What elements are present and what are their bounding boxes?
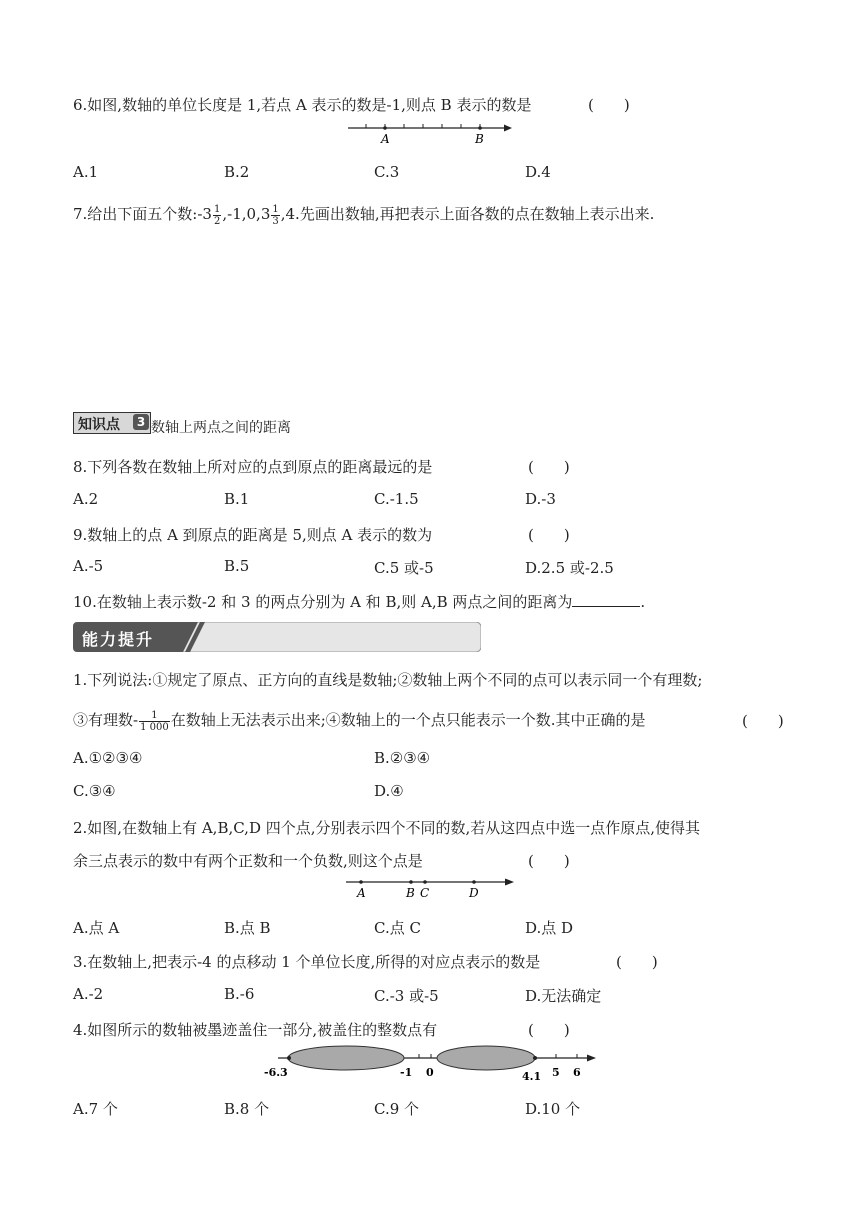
section-title: 数轴上两点之间的距离: [151, 420, 291, 436]
q9-answer-paren[interactable]: ( ): [528, 526, 570, 544]
p1-option-d[interactable]: D.④: [374, 782, 404, 800]
p2-label-c: C: [420, 886, 430, 900]
p2-label-b: B: [406, 886, 415, 900]
p4-answer-paren[interactable]: ( ): [528, 1021, 570, 1039]
q9-option-a[interactable]: A.-5: [73, 557, 104, 575]
q9-stem: 9.数轴上的点 A 到原点的距离是 5,则点 A 表示的数为: [73, 526, 433, 544]
q8-answer-paren[interactable]: ( ): [528, 458, 570, 476]
q6-label-b: B: [475, 132, 484, 146]
q6-option-d[interactable]: D.4: [525, 163, 551, 181]
q9-option-c[interactable]: C.5 或-5: [374, 559, 434, 577]
q10-answer-blank[interactable]: [572, 592, 640, 607]
banner-title: 能力提升: [82, 630, 155, 649]
p4-label-4-1: 4.1: [522, 1070, 542, 1082]
q8-stem: 8.下列各数在数轴上所对应的点到原点的距离最远的是: [73, 458, 433, 476]
knowledge-point-badge: 知识点 3: [73, 412, 151, 434]
p4-number-line: [258, 1040, 603, 1082]
p4-label-5: 5: [552, 1066, 560, 1079]
p3-answer-paren[interactable]: ( ): [616, 953, 658, 971]
p2-label-a: A: [357, 886, 366, 900]
q8-option-d[interactable]: D.-3: [525, 490, 556, 508]
p4-label-neg1: -1: [400, 1066, 413, 1079]
p4-option-b[interactable]: B.8 个: [224, 1100, 270, 1118]
q9-option-d[interactable]: D.2.5 或-2.5: [525, 559, 614, 577]
p4-option-d[interactable]: D.10 个: [525, 1100, 581, 1118]
p2-line1: 2.如图,在数轴上有 A,B,C,D 四个点,分别表示四个不同的数,若从这四点中选一点作原点,使得其: [73, 819, 701, 837]
p2-answer-paren[interactable]: ( ): [528, 852, 570, 870]
p3-option-b[interactable]: B.-6: [224, 985, 255, 1003]
q8-option-a[interactable]: A.2: [73, 490, 99, 508]
p3-stem: 3.在数轴上,把表示-4 的点移动 1 个单位长度,所得的对应点表示的数是: [73, 953, 541, 971]
q10-stem: 10.在数轴上表示数-2 和 3 的两点分别为 A 和 B,则 A,B 两点之间的距离为 .: [73, 593, 646, 611]
p1-line2: ③有理数- $\frac{1}{1 000}$ 在数轴上无法表示出来;④数轴上的一个点只能表示一个数.其中正确的是: [73, 709, 646, 733]
p4-label-0: 0: [426, 1066, 434, 1079]
p2-option-d[interactable]: D.点 D: [525, 919, 574, 937]
p2-option-a[interactable]: A.点 A: [73, 919, 120, 937]
p4-option-a[interactable]: A.7 个: [73, 1100, 118, 1118]
q6-label-a: A: [381, 132, 390, 146]
q6-option-c[interactable]: C.3: [374, 163, 400, 181]
p2-option-b[interactable]: B.点 B: [224, 919, 271, 937]
q7-stem: 7.给出下面五个数:-3 $\frac{1}{2}$ ,-1,0,3 $\frac{1}{3}$ ,4.先画出数轴,再把表示上面各数的点在数轴上表示出来.: [73, 203, 655, 227]
p4-label-neg6-3: -6.3: [264, 1066, 288, 1079]
p4-label-6: 6: [573, 1066, 581, 1079]
p3-option-c[interactable]: C.-3 或-5: [374, 987, 439, 1005]
p1-option-a[interactable]: A.①②③④: [73, 749, 143, 767]
p1-option-c[interactable]: C.③④: [73, 782, 116, 800]
q9-option-b[interactable]: B.5: [224, 557, 250, 575]
p4-stem: 4.如图所示的数轴被墨迹盖住一部分,被盖住的整数点有: [73, 1021, 438, 1039]
p3-option-d[interactable]: D.无法确定: [525, 987, 602, 1005]
p3-option-a[interactable]: A.-2: [73, 985, 104, 1003]
knowledge-point-number: 3: [133, 414, 149, 430]
p1-answer-paren[interactable]: ( ): [742, 712, 784, 730]
p1-option-b[interactable]: B.②③④: [374, 749, 431, 767]
p2-number-line: [338, 873, 523, 901]
q6-option-b[interactable]: B.2: [224, 163, 250, 181]
q8-option-c[interactable]: C.-1.5: [374, 490, 419, 508]
p1-line1: 1.下列说法:①规定了原点、正方向的直线是数轴;②数轴上两个不同的点可以表示同一个有理数;: [73, 671, 703, 689]
p2-line2: 余三点表示的数中有两个正数和一个负数,则这个点是: [73, 852, 423, 870]
p2-label-d: D: [469, 886, 479, 900]
q8-option-b[interactable]: B.1: [224, 490, 250, 508]
q6-number-line: [340, 118, 520, 148]
p2-option-c[interactable]: C.点 C: [374, 919, 421, 937]
q6-option-a[interactable]: A.1: [73, 163, 99, 181]
p4-option-c[interactable]: C.9 个: [374, 1100, 420, 1118]
q6-answer-paren[interactable]: ( ): [588, 96, 630, 114]
q6-stem: 6.如图,数轴的单位长度是 1,若点 A 表示的数是-1,则点 B 表示的数是: [73, 96, 532, 114]
